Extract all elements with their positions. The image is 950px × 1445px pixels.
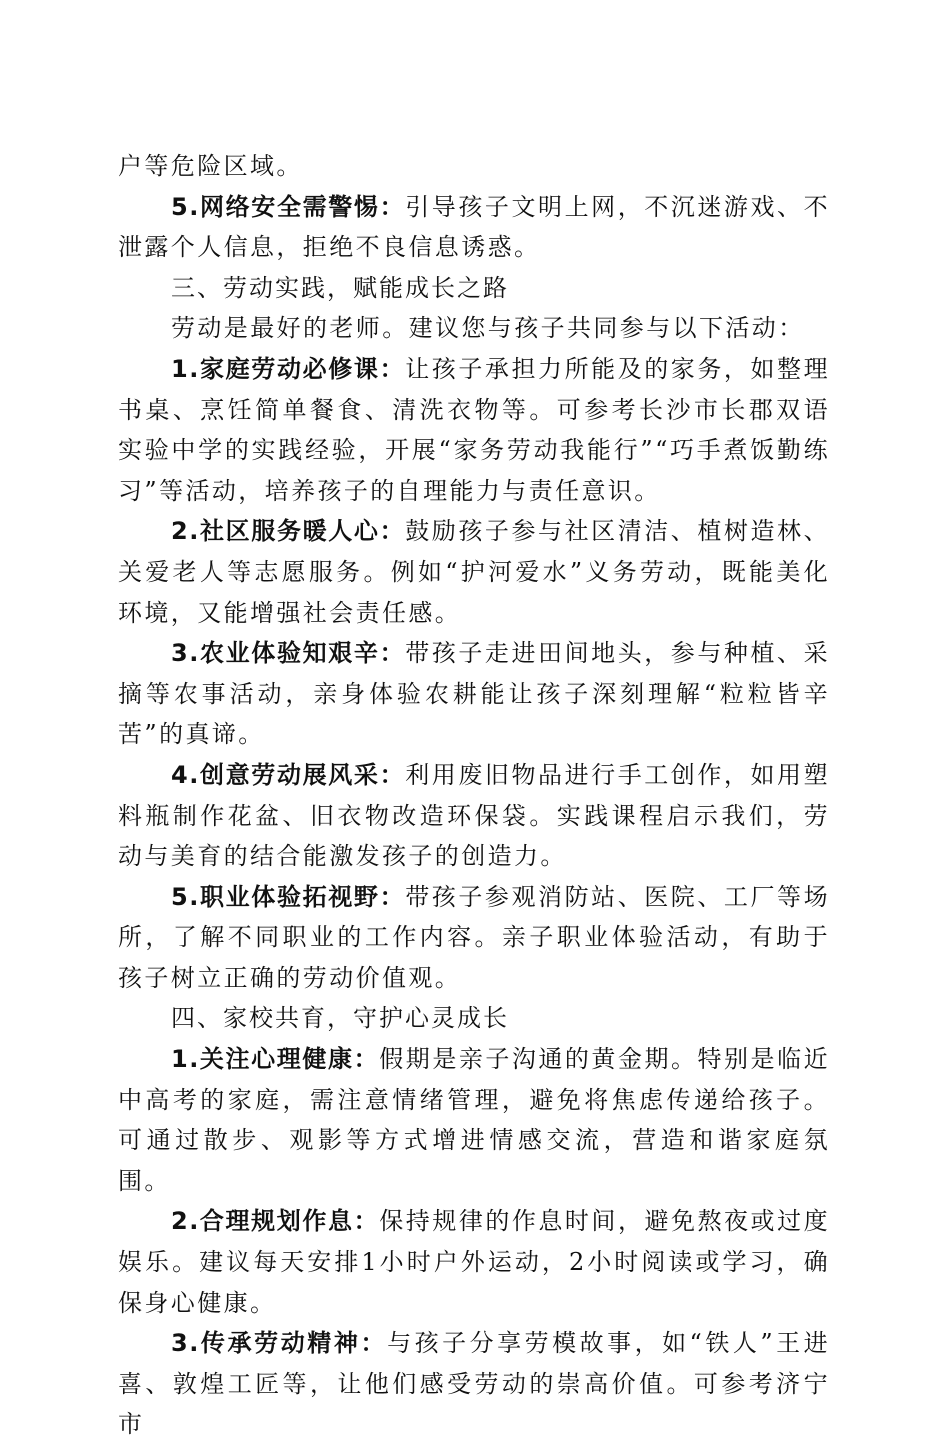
section4-item-1 [118, 1039, 830, 1201]
continuation-paragraph: 户等危险区域。 [118, 152, 303, 180]
item-text: 保持规律的作息时间，避免熬夜或过度娱乐。建议每天安排1小时户外运动，2小时阅读或学习，确保身心健康。 [118, 1207, 830, 1317]
item-label: 1.关注心理健康： [171, 1045, 380, 1074]
item-label: 4.创意劳动展风采： [171, 760, 406, 789]
item-label: 1.家庭劳动必修课： [171, 354, 406, 383]
section3-item-2 [118, 511, 830, 633]
section3-item-5 [118, 877, 830, 999]
item-label: 3.农业体验知艰辛： [171, 639, 406, 668]
section4-item-2 [118, 1201, 830, 1323]
section2-item-5 [118, 187, 830, 268]
section4-heading: 四、家校共育，守护心灵成长 [171, 1004, 509, 1033]
item-text: 与孩子分享劳模故事，如“铁人”王进喜、敦煌工匠等，让他们感受劳动的崇高价值。可参考济宁市 [118, 1329, 830, 1439]
document-body [118, 146, 830, 1445]
item-label: 2.合理规划作息： [171, 1207, 380, 1236]
item-text: 引导孩子文明上网，不沉迷游戏、不泄露个人信息，拒绝不良信息诱惑。 [118, 192, 830, 262]
item-text: 带孩子参观消防站、医院、工厂等场所，了解不同职业的工作内容。亲子职业体验活动，有助于孩子树立正确的劳动价值观。 [118, 882, 830, 992]
section3-item-1 [118, 349, 830, 511]
item-text: 带孩子走进田间地头，参与种植、采摘等农事活动，亲身体验农耕能让孩子深刻理解“粒粒皆辛苦”的真谛。 [118, 639, 830, 749]
section3-intro: 劳动是最好的老师。建议您与孩子共同参与以下活动： [171, 314, 805, 343]
item-text: 让孩子承担力所能及的家务，如整理书桌、烹饪简单餐食、清洗衣物等。可参考长沙市长郡双语实验中学的实践经验，开展“家务劳动我能行”“巧手煮饭勤练习”等活动，培养孩子的自理能力与责任意识。 [118, 354, 830, 505]
item-text: 假期是亲子沟通的黄金期。特别是临近中高考的家庭，需注意情绪管理，避免将焦虑传递给孩子。可通过散步、观影等方式增进情感交流，营造和谐家庭氛围。 [118, 1045, 830, 1195]
item-label: 2.社区服务暖人心： [171, 517, 406, 546]
section3-item-3 [118, 633, 830, 755]
item-text: 鼓励孩子参与社区清洁、植树造林、关爱老人等志愿服务。例如“护河爱水”义务劳动，既能美化环境，又能增强社会责任感。 [118, 517, 830, 627]
item-text: 利用废旧物品进行手工创作，如用塑料瓶制作花盆、旧衣物改造环保袋。实践课程启示我们，劳动与美育的结合能激发孩子的创造力。 [118, 760, 830, 871]
section3-item-4 [118, 755, 830, 877]
item-label: 3.传承劳动精神： [171, 1329, 388, 1358]
section3-heading: 三、劳动实践，赋能成长之路 [171, 273, 509, 302]
item-label: 5.职业体验拓视野： [171, 882, 406, 911]
item-label: 5.网络安全需警惕： [171, 192, 406, 221]
section4-item-3 [118, 1323, 830, 1445]
